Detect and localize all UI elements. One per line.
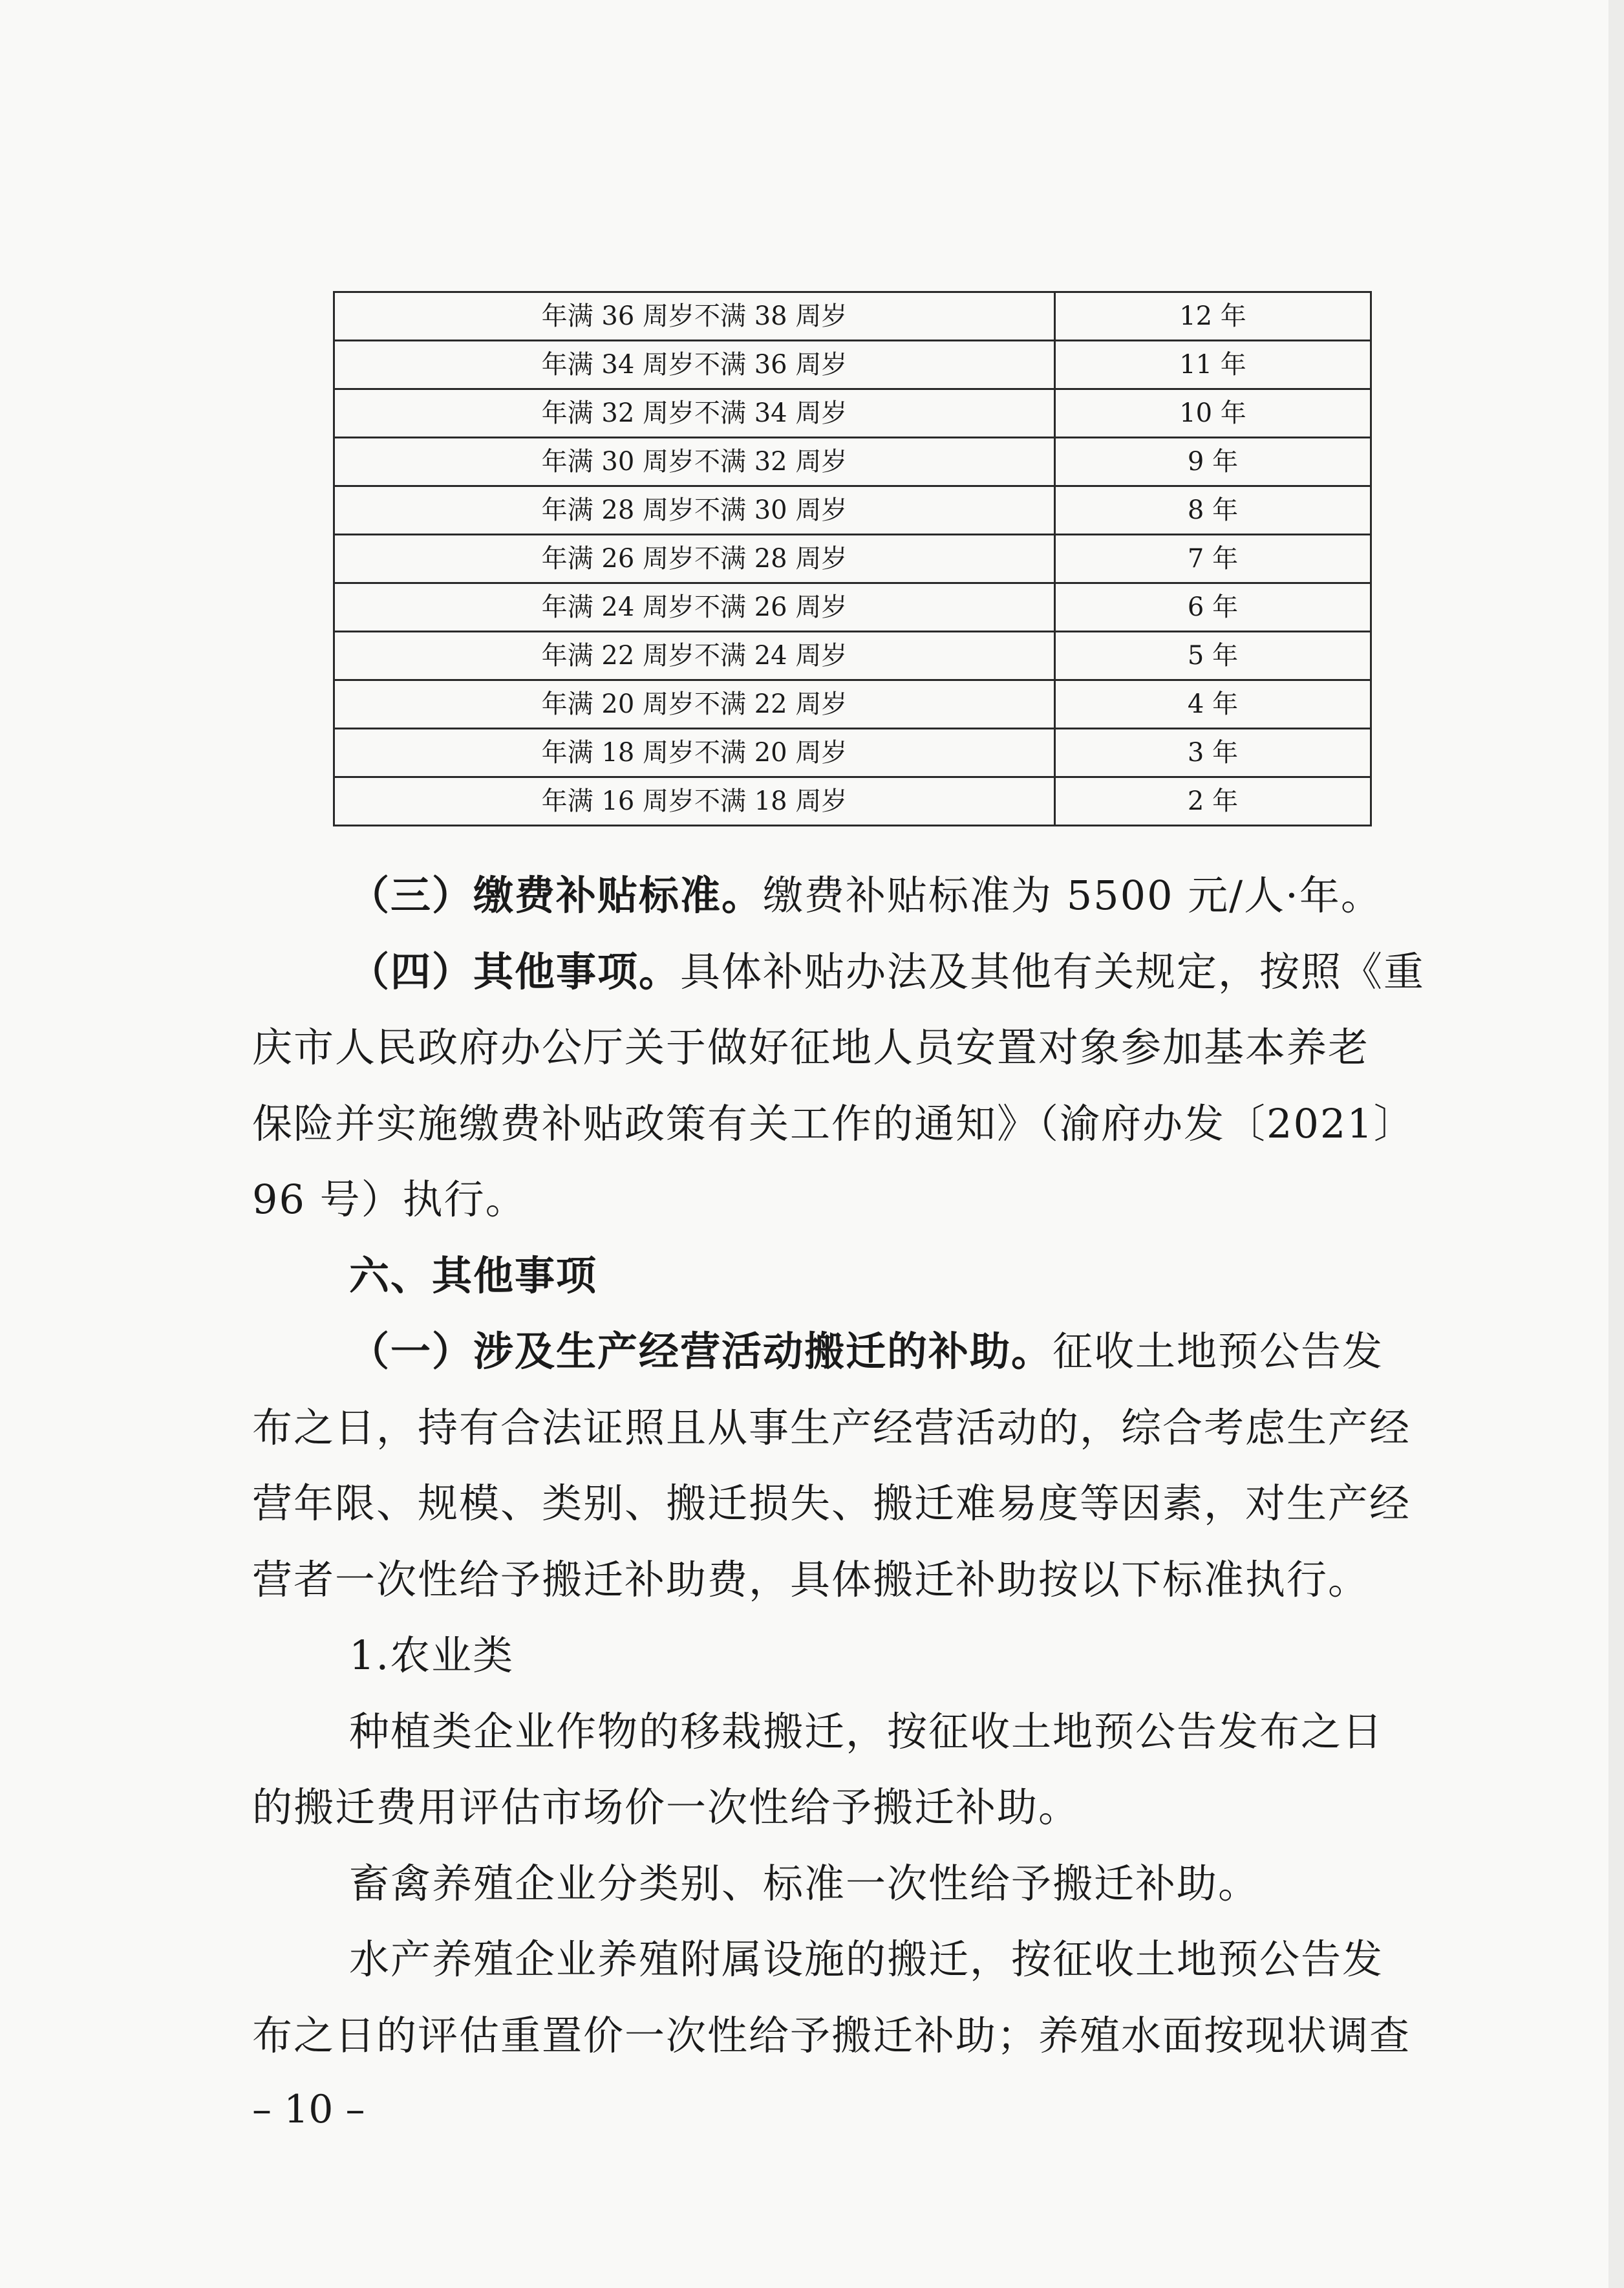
age-range-cell: 年满 34 周岁不满 36 周岁 [334, 341, 1055, 389]
table-row [334, 438, 1371, 486]
paragraph-item-1-line-1 [252, 1313, 1448, 1390]
table-row [334, 341, 1371, 389]
years-cell: 7 年 [1055, 535, 1371, 583]
section-4-text: 具体补贴办法及其他有关规定，按照《重 [680, 947, 1426, 995]
table-row [334, 632, 1371, 680]
paragraph-planting-line-1: 种植类企业作物的移栽搬迁，按征收土地预公告发布之日 [349, 1707, 1384, 1755]
item-1-text: 征收土地预公告发 [1052, 1328, 1384, 1375]
age-range-cell: 年满 24 周岁不满 26 周岁 [334, 583, 1055, 632]
paragraph-livestock-line-1: 畜禽养殖企业分类别、标准一次性给予搬迁补助。 [349, 1859, 1260, 1907]
paragraph-item-1-line-3: 营年限、规模、类别、搬迁损失、搬迁难易度等因素，对生产经 [252, 1480, 1411, 1527]
section-6-heading: 六、其他事项 [349, 1251, 598, 1299]
years-cell: 8 年 [1055, 486, 1371, 535]
paragraph-planting-line-2: 的搬迁费用评估市场价一次性给予搬迁补助。 [252, 1784, 1080, 1831]
age-range-cell: 年满 20 周岁不满 22 周岁 [334, 680, 1055, 729]
paragraph-section-4-line-4: 96 号）执行。 [252, 1176, 527, 1223]
table-row [334, 777, 1371, 826]
years-cell: 9 年 [1055, 438, 1371, 486]
years-cell: 5 年 [1055, 632, 1371, 680]
item-1-lead: （一）涉及生产经营活动搬迁的补助。 [349, 1328, 1053, 1375]
table-body [334, 292, 1371, 826]
paragraph-aquaculture-line-2: 布之日的评估重置价一次性给予搬迁补助；养殖水面按现状调查 [252, 2011, 1411, 2059]
age-range-cell: 年满 22 周岁不满 24 周岁 [334, 632, 1055, 680]
age-range-cell: 年满 18 周岁不满 20 周岁 [334, 729, 1055, 777]
table-row [334, 583, 1371, 632]
paragraph-item-1-line-2: 布之日，持有合法证照且从事生产经营活动的，综合考虑生产经 [252, 1403, 1411, 1451]
paragraph-section-4-line-2: 庆市人民政府办公厅关于做好征地人员安置对象参加基本养老 [252, 1024, 1370, 1071]
age-range-cell: 年满 30 周岁不满 32 周岁 [334, 438, 1055, 486]
table-row [334, 680, 1371, 729]
years-cell: 11 年 [1055, 341, 1371, 389]
age-range-cell: 年满 36 周岁不满 38 周岁 [334, 292, 1055, 341]
table-row [334, 389, 1371, 438]
age-range-cell: 年满 28 周岁不满 30 周岁 [334, 486, 1055, 535]
years-cell: 12 年 [1055, 292, 1371, 341]
paragraph-section-4-line-3: 保险并实施缴费补贴政策有关工作的通知》（渝府办发〔2021〕 [252, 1099, 1415, 1147]
section-3-text: 缴费补贴标准为 5500 元/人·年。 [763, 872, 1382, 919]
section-3-lead: （三）缴费补贴标准。 [349, 872, 764, 919]
scan-edge [1608, 0, 1624, 2288]
age-range-cell: 年满 16 周岁不满 18 周岁 [334, 777, 1055, 826]
page-number: – 10 – [252, 2087, 365, 2132]
years-cell: 6 年 [1055, 583, 1371, 632]
paragraph-section-4-line-1 [252, 934, 1448, 1010]
table-row [334, 729, 1371, 777]
table-row [334, 535, 1371, 583]
table-row [334, 486, 1371, 535]
paragraph-section-3 [252, 858, 1448, 934]
years-cell: 4 年 [1055, 680, 1371, 729]
document-body [252, 858, 1448, 2073]
years-cell: 3 年 [1055, 729, 1371, 777]
table-row [334, 292, 1371, 341]
paragraph-item-1-line-4: 营者一次性给予搬迁补助费，具体搬迁补助按以下标准执行。 [252, 1555, 1370, 1603]
paragraph-aquaculture-line-1: 水产养殖企业养殖附属设施的搬迁，按征收土地预公告发 [349, 1936, 1384, 1983]
age-range-cell: 年满 32 周岁不满 34 周岁 [334, 389, 1055, 438]
years-cell: 2 年 [1055, 777, 1371, 826]
years-cell: 10 年 [1055, 389, 1371, 438]
age-years-table [333, 291, 1372, 826]
section-4-lead: （四）其他事项。 [349, 947, 681, 995]
agriculture-heading: 1.农业类 [349, 1632, 515, 1679]
age-range-cell: 年满 26 周岁不满 28 周岁 [334, 535, 1055, 583]
